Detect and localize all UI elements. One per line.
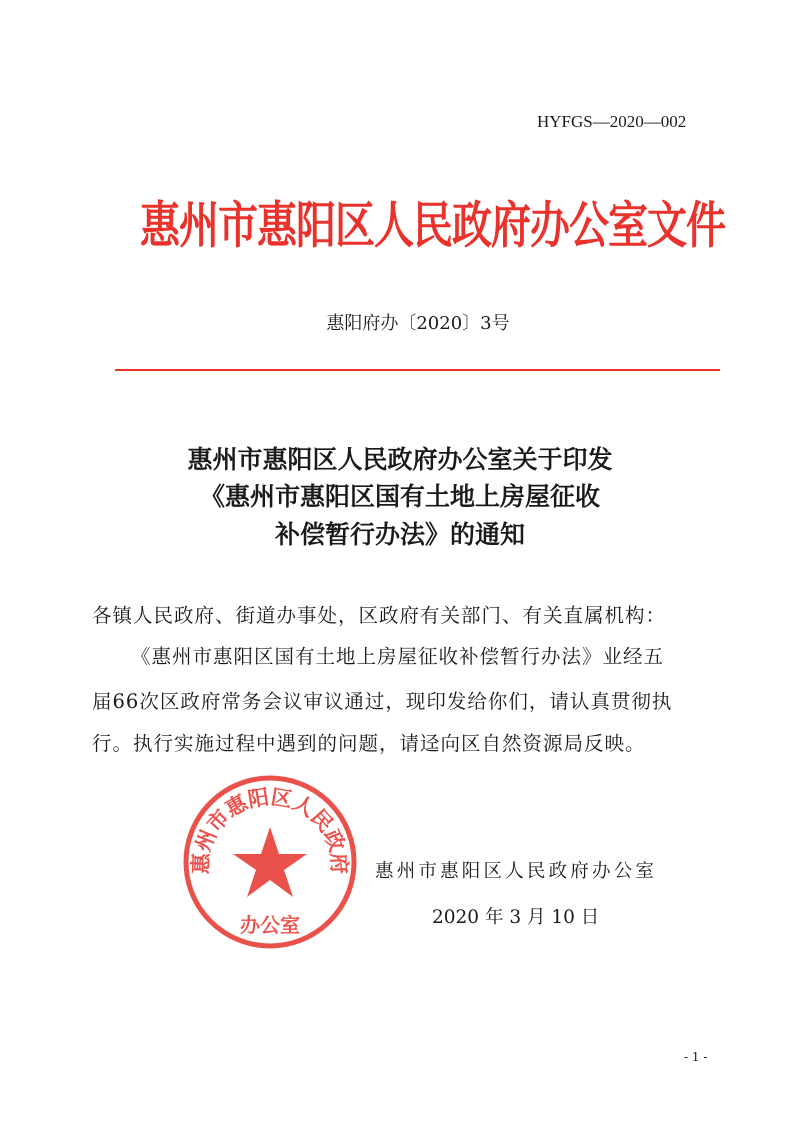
issue-date: 2020 年 3 月 10 日 — [432, 907, 600, 928]
document-title-line-1: 惠州市惠阳区人民政府办公室关于印发 — [187, 445, 613, 474]
document-title-line-3: 补偿暂行办法》的通知 — [274, 520, 525, 549]
body-line-1: 《惠州市惠阳区国有土地上房屋征收补偿暂行办法》业经五 — [131, 645, 665, 668]
issuer-signature: 惠州市惠阳区人民政府办公室 — [375, 861, 658, 882]
document-number: 惠阳府办〔2020〕3号 — [326, 313, 510, 334]
body-line-3: 行。执行实施过程中遇到的问题，请迳向区自然资源局反映。 — [92, 732, 646, 755]
masthead-title: 惠州市惠阳区人民政府办公室文件 — [140, 196, 725, 255]
seal-bottom-text: 办公室 — [240, 913, 300, 937]
document-code: HYFGS—2020—002 — [537, 112, 687, 131]
star-icon — [233, 827, 307, 897]
seal-arc-text: 惠州市惠阳区人民政府 — [187, 783, 353, 875]
salutation: 各镇人民政府、街道办事处，区政府有关部门、有关直属机构： — [92, 604, 667, 627]
red-divider — [115, 369, 720, 371]
body-line-2: 届66次区政府常务会议审议通过，现印发给你们，请认真贯彻执 — [92, 690, 673, 713]
official-seal — [180, 772, 360, 952]
page-number: - 1 - — [684, 1050, 708, 1064]
document-title-line-2: 《惠州市惠阳区国有土地上房屋征收 — [199, 482, 600, 511]
